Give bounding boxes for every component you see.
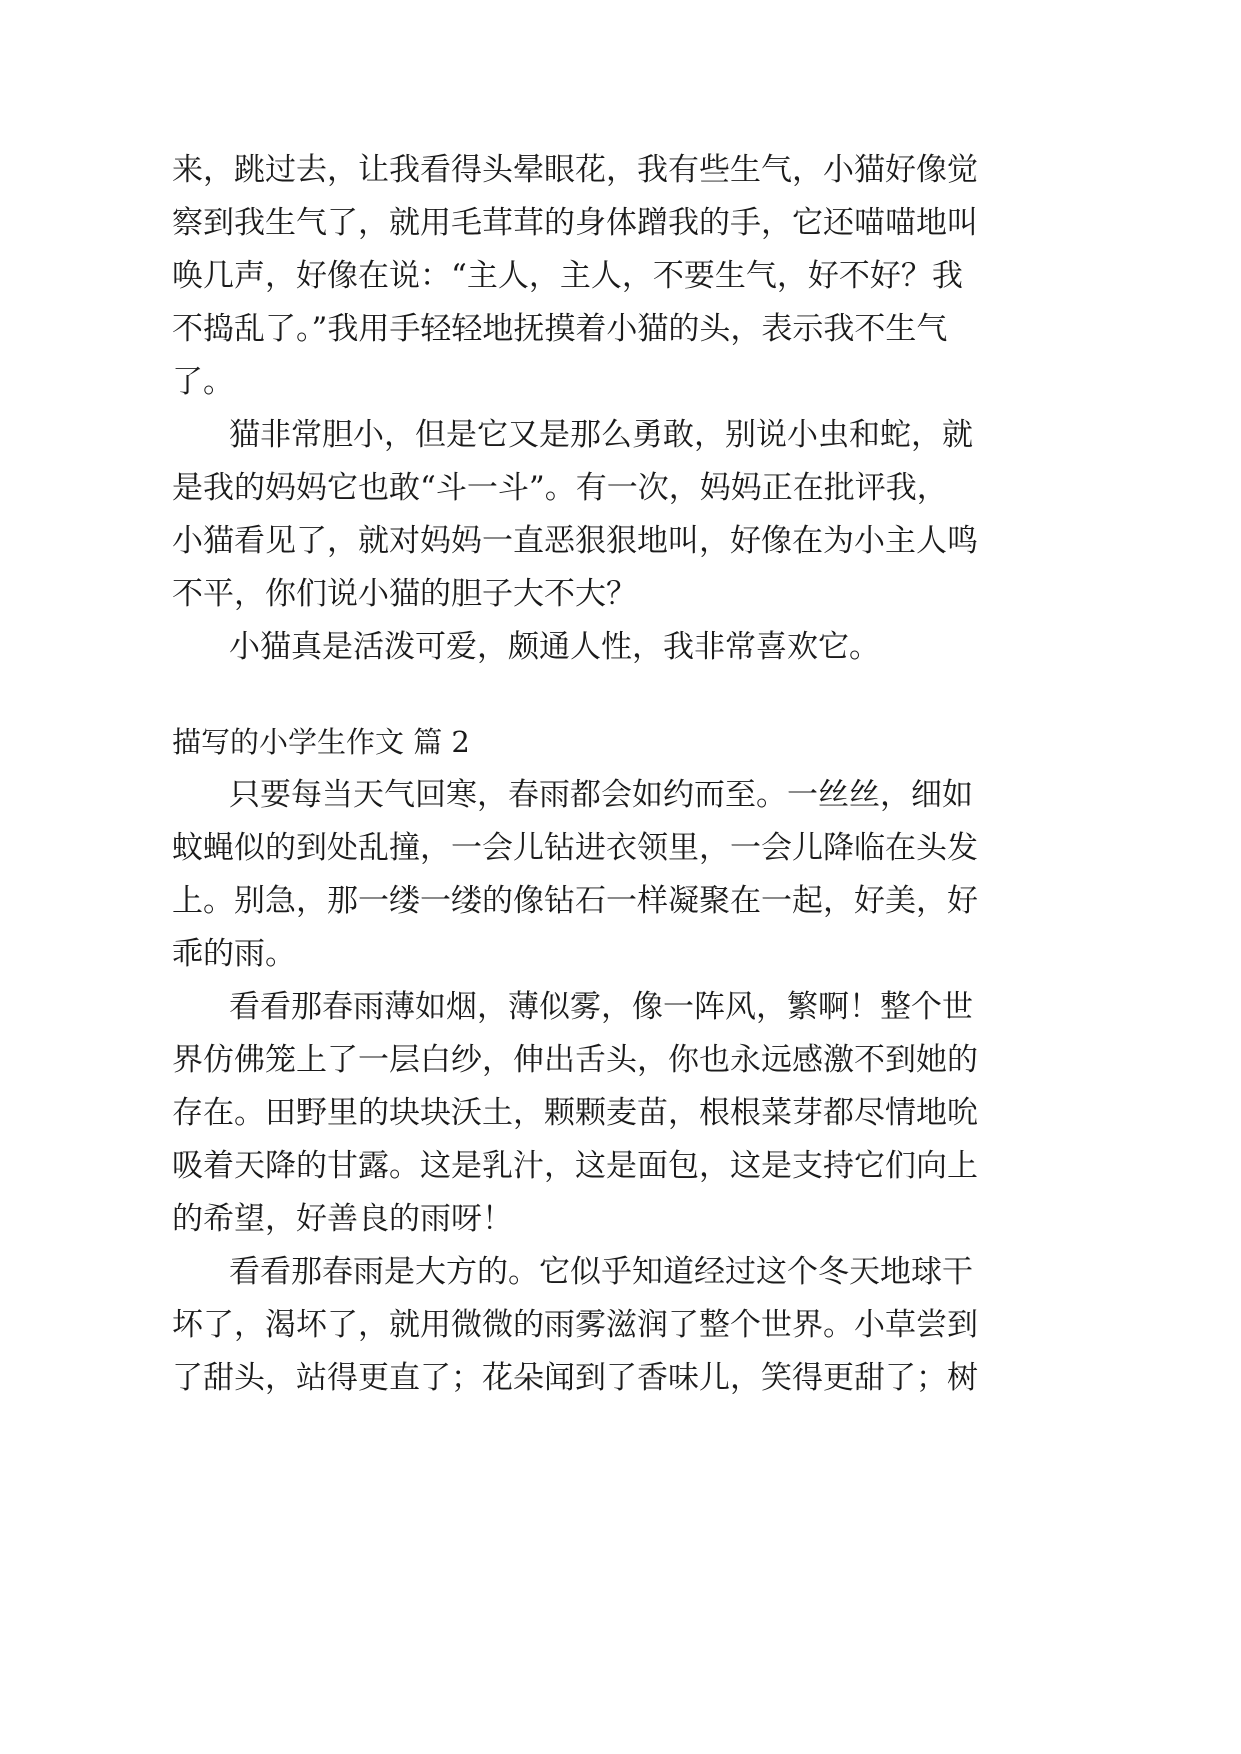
text-line: 是我的妈妈它也敢“斗一斗”。有一次，妈妈正在批评我， [172, 470, 948, 506]
text-line: 上。别急，那一缕一缕的像钻石一样凝聚在一起，好美，好 [172, 883, 978, 919]
text-line: 蚊蝇似的到处乱撞，一会儿钻进衣领里，一会儿降临在头发 [172, 830, 978, 866]
text-line: 小猫看见了，就对妈妈一直恶狠狠地叫，好像在为小主人鸣 [172, 523, 978, 559]
text-line: 乖的雨。 [172, 936, 296, 972]
text-line: 坏了，渴坏了，就用微微的雨雾滋润了整个世界。小草尝到 [172, 1307, 978, 1343]
text-line: 察到我生气了，就用毛茸茸的身体蹭我的手，它还喵喵地叫 [172, 205, 978, 241]
text-line: 界仿佛笼上了一层白纱，伸出舌头，你也永远感激不到她的 [172, 1042, 978, 1078]
text-line: 小猫真是活泼可爱，颇通人性，我非常喜欢它。 [229, 629, 880, 665]
text-line: 唤几声，好像在说：“主人，主人，不要生气，好不好？我 [172, 258, 963, 294]
text-line: 来，跳过去，让我看得头晕眼花，我有些生气，小猫好像觉 [172, 152, 978, 188]
text-line: 不平，你们说小猫的胆子大不大？ [172, 576, 637, 612]
text-line: 猫非常胆小，但是它又是那么勇敢，别说小虫和蛇，就 [229, 417, 973, 453]
text-line: 看看那春雨是大方的。它似乎知道经过这个冬天地球干 [229, 1254, 973, 1290]
text-line: 看看那春雨薄如烟，薄似雾，像一阵风，繁啊！整个世 [229, 989, 973, 1025]
text-line: 了。 [172, 364, 234, 400]
text-line: 存在。田野里的块块沃土，颗颗麦苗，根根菜芽都尽情地吮 [172, 1095, 978, 1131]
text-line: 了甜头，站得更直了；花朵闻到了香味儿，笑得更甜了；树 [172, 1360, 978, 1396]
section-heading: 描写的小学生作文 篇 2 [172, 725, 470, 759]
text-line: 吸着天降的甘露。这是乳汁，这是面包，这是支持它们向上 [172, 1148, 978, 1184]
text-line: 只要每当天气回寒，春雨都会如约而至。一丝丝，细如 [229, 777, 973, 813]
text-line: 不捣乱了。”我用手轻轻地抚摸着小猫的头，表示我不生气 [172, 311, 948, 347]
text-line: 的希望，好善良的雨呀！ [172, 1201, 513, 1237]
